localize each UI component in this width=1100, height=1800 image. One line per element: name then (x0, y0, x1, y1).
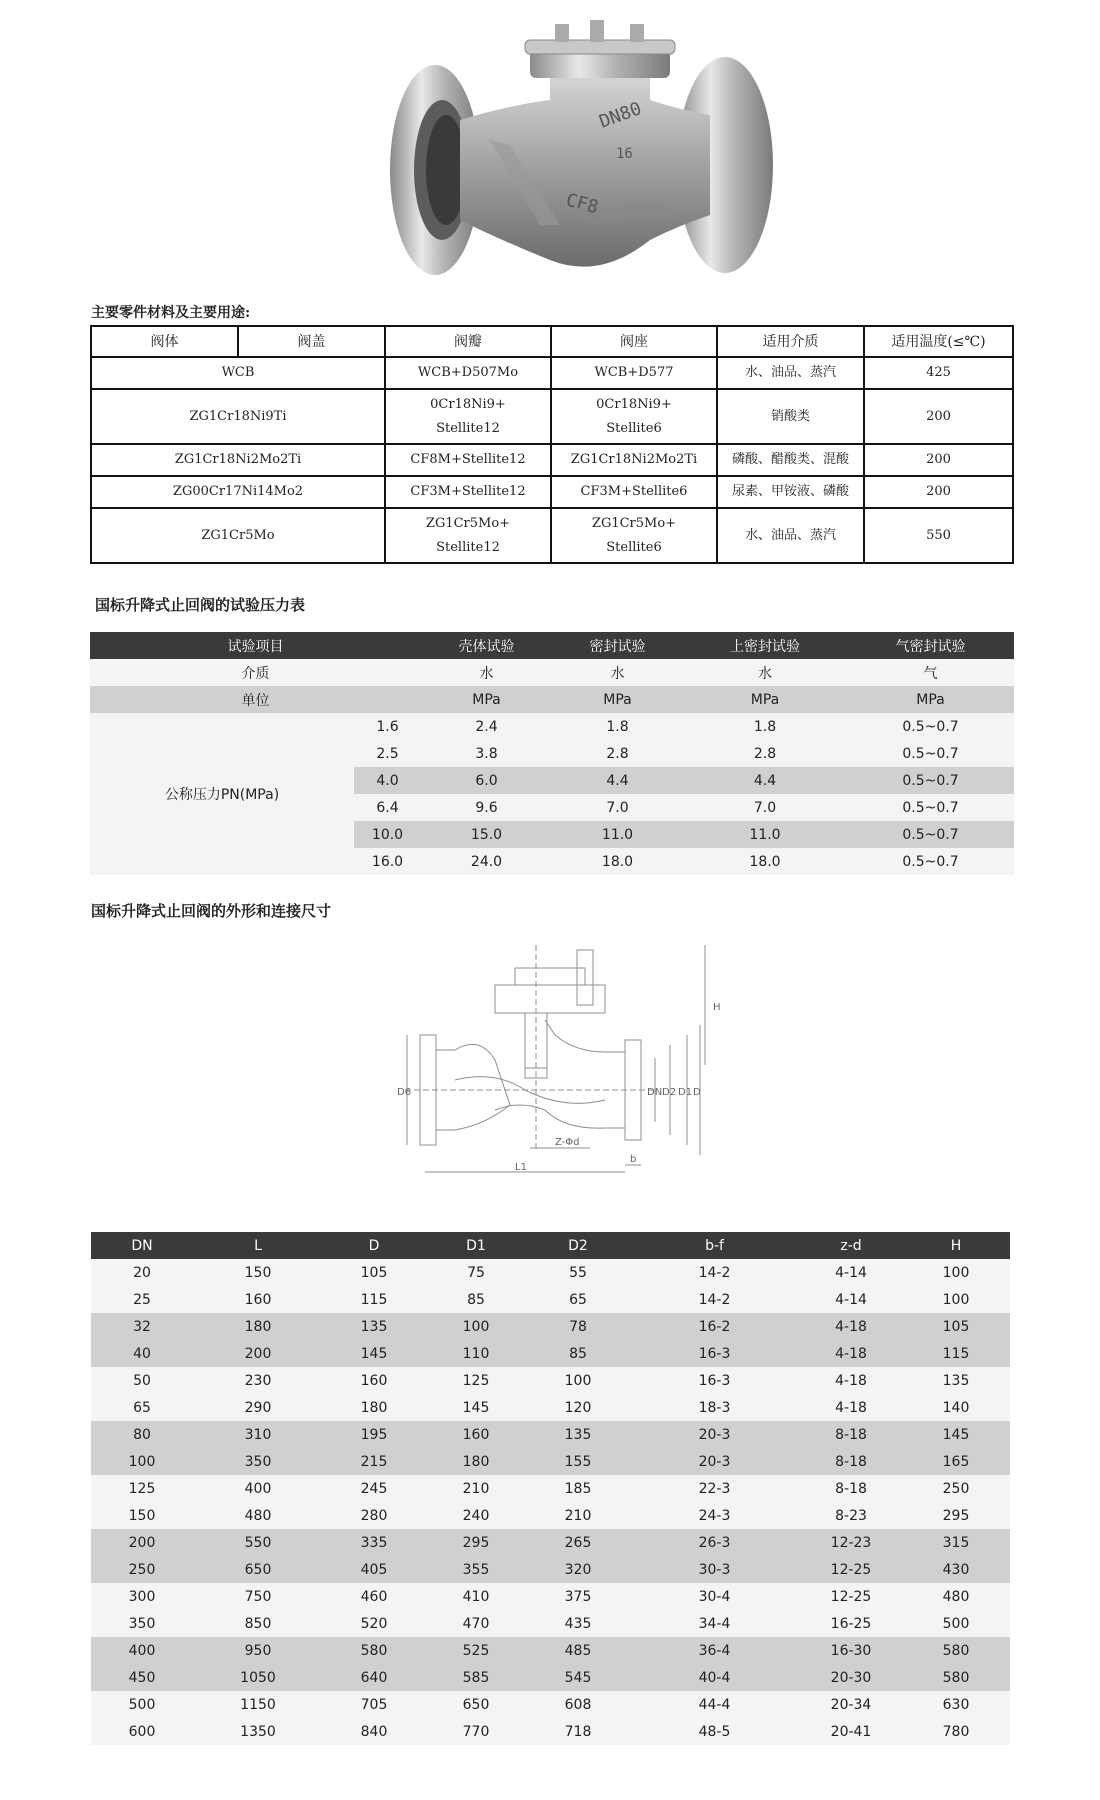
table-cell: 850 (193, 1610, 323, 1637)
table-cell: 195 (323, 1421, 425, 1448)
disc-material (385, 357, 551, 389)
temperature: 425 (864, 357, 1013, 389)
table-row (91, 1556, 1010, 1583)
table-cell: 1.8 (552, 713, 683, 740)
table-row (91, 1502, 1010, 1529)
table-cell: 718 (527, 1718, 629, 1745)
table-cell: 3.8 (421, 740, 552, 767)
disc-line: WCB+D507Mo (417, 365, 519, 380)
table-cell: 16-25 (800, 1610, 902, 1637)
table-cell: 2.5 (354, 740, 421, 767)
medium: 尿素、甲铵液、磷酸 (717, 476, 864, 508)
header-cell: DN (91, 1232, 193, 1259)
table-cell: 16.0 (354, 848, 421, 875)
table-cell: 240 (425, 1502, 527, 1529)
table-row (91, 1313, 1010, 1340)
seat-line: WCB+D577 (594, 365, 674, 380)
table-cell: 100 (425, 1313, 527, 1340)
pressure-table-title: 国标升降式止回阀的试验压力表 (95, 596, 306, 614)
table-cell: 180 (425, 1448, 527, 1475)
disc-material (385, 389, 551, 444)
table-cell: 160 (425, 1421, 527, 1448)
table-cell: 480 (193, 1502, 323, 1529)
table-cell: 135 (527, 1421, 629, 1448)
table-cell: 44-4 (629, 1691, 800, 1718)
table-cell: 78 (527, 1313, 629, 1340)
table-cell: 770 (425, 1718, 527, 1745)
table-cell: 4.4 (552, 767, 683, 794)
header-cell: 气密封试验 (847, 632, 1014, 659)
temperature: 200 (864, 444, 1013, 476)
table-cell: 0.5~0.7 (847, 740, 1014, 767)
table-cell: 34-4 (629, 1610, 800, 1637)
table-cell: 0.5~0.7 (847, 821, 1014, 848)
header-cell: 阀盖 (238, 326, 385, 357)
table-cell: 16-30 (800, 1637, 902, 1664)
table-cell: 608 (527, 1691, 629, 1718)
medium-row (90, 659, 1014, 686)
table-cell: 4-18 (800, 1394, 902, 1421)
table-cell: 450 (91, 1664, 193, 1691)
table-cell: 165 (902, 1448, 1010, 1475)
seat-material (551, 357, 717, 389)
dim-label-h: H (713, 1002, 721, 1013)
seat-line: CF3M+Stellite6 (580, 484, 688, 499)
table-cell: 100 (91, 1448, 193, 1475)
table-cell: 265 (527, 1529, 629, 1556)
temperature: 200 (864, 476, 1013, 508)
materials-table (90, 325, 1014, 564)
table-cell: 2.8 (683, 740, 847, 767)
table-row (91, 1610, 1010, 1637)
body-material: ZG00Cr17Ni14Mo2 (91, 476, 385, 508)
table-cell: 750 (193, 1583, 323, 1610)
table-cell: 65 (91, 1394, 193, 1421)
table-cell: 460 (323, 1583, 425, 1610)
dim-label-zd: Z-Φd (555, 1137, 580, 1148)
table-cell: 100 (902, 1259, 1010, 1286)
dimensions-table-body (91, 1259, 1010, 1745)
table-cell: 435 (527, 1610, 629, 1637)
pn-label: 公称压力PN(MPa) (90, 713, 354, 875)
table-cell: 7.0 (683, 794, 847, 821)
table-cell: 16-3 (629, 1367, 800, 1394)
table-cell: 180 (193, 1313, 323, 1340)
table-cell: 600 (91, 1718, 193, 1745)
dimensions-table-title: 国标升降式止回阀的外形和连接尺寸 (91, 902, 332, 920)
table-cell: 185 (527, 1475, 629, 1502)
table-row (90, 713, 1014, 740)
table-cell: 250 (91, 1556, 193, 1583)
table-cell: 18.0 (683, 848, 847, 875)
table-cell: 355 (425, 1556, 527, 1583)
table-cell: 0.5~0.7 (847, 767, 1014, 794)
disc-material (385, 508, 551, 563)
table-cell: 245 (323, 1475, 425, 1502)
table-cell: 36-4 (629, 1637, 800, 1664)
table-cell: 32 (91, 1313, 193, 1340)
table-cell: MPa (683, 686, 847, 713)
table-cell: 40 (91, 1340, 193, 1367)
table-cell: 125 (425, 1367, 527, 1394)
table-cell: 580 (323, 1637, 425, 1664)
table-cell: 40-4 (629, 1664, 800, 1691)
table-cell: 1050 (193, 1664, 323, 1691)
table-cell: 115 (323, 1286, 425, 1313)
table-row (91, 476, 1013, 508)
table-cell: 22-3 (629, 1475, 800, 1502)
table-cell: 295 (425, 1529, 527, 1556)
table-cell: 11.0 (552, 821, 683, 848)
table-cell: 1.8 (683, 713, 847, 740)
header-cell: 上密封试验 (683, 632, 847, 659)
table-cell: 585 (425, 1664, 527, 1691)
table-cell: 85 (425, 1286, 527, 1313)
table-row (91, 1259, 1010, 1286)
table-cell: 气 (847, 659, 1014, 686)
table-cell: 12-23 (800, 1529, 902, 1556)
table-cell: 545 (527, 1664, 629, 1691)
table-cell: 25 (91, 1286, 193, 1313)
table-cell: 85 (527, 1340, 629, 1367)
seat-material (551, 476, 717, 508)
dim-label-l1: L1 (515, 1162, 527, 1173)
table-cell: 30-3 (629, 1556, 800, 1583)
table-cell: 840 (323, 1718, 425, 1745)
header-cell: 阀瓣 (385, 326, 551, 357)
table-cell: 210 (527, 1502, 629, 1529)
table-cell: 26-3 (629, 1529, 800, 1556)
table-cell: 485 (527, 1637, 629, 1664)
medium: 销酸类 (717, 389, 864, 444)
table-cell: 650 (425, 1691, 527, 1718)
table-row (91, 508, 1013, 563)
table-cell: 150 (91, 1502, 193, 1529)
dim-label-d1: D1 (678, 1087, 693, 1098)
seat-line: Stellite6 (606, 539, 662, 555)
table-cell: 315 (902, 1529, 1010, 1556)
table-cell: 65 (527, 1286, 629, 1313)
valve-technical-drawing (395, 940, 735, 1195)
disc-line: CF8M+Stellite12 (410, 452, 526, 467)
temperature: 550 (864, 508, 1013, 563)
table-cell: 0.5~0.7 (847, 848, 1014, 875)
table-cell: 1150 (193, 1691, 323, 1718)
table-cell: 20-34 (800, 1691, 902, 1718)
body-mark-material: CF8 (563, 189, 601, 219)
table-cell: 100 (902, 1286, 1010, 1313)
table-cell: 30-4 (629, 1583, 800, 1610)
table-cell: 180 (323, 1394, 425, 1421)
table-cell: 6.4 (354, 794, 421, 821)
table-row (91, 1394, 1010, 1421)
table-cell: 525 (425, 1637, 527, 1664)
table-cell: 780 (902, 1718, 1010, 1745)
table-cell: 16-3 (629, 1340, 800, 1367)
table-cell: 400 (91, 1637, 193, 1664)
header-cell: 适用温度(≤℃) (864, 326, 1013, 357)
table-row (91, 1421, 1010, 1448)
table-cell: 水 (552, 659, 683, 686)
disc-line: ZG1Cr5Mo+ (425, 515, 511, 531)
table-cell: 280 (323, 1502, 425, 1529)
table-cell: 150 (193, 1259, 323, 1286)
table-cell: 8-23 (800, 1502, 902, 1529)
table-cell: 580 (902, 1637, 1010, 1664)
table-cell: 210 (425, 1475, 527, 1502)
table-cell: 580 (902, 1664, 1010, 1691)
table-cell: 630 (902, 1691, 1010, 1718)
table-cell: 520 (323, 1610, 425, 1637)
table-cell: 4-18 (800, 1313, 902, 1340)
dim-label-d2: D2 (662, 1087, 677, 1098)
table-cell: 8-18 (800, 1475, 902, 1502)
table-cell: 50 (91, 1367, 193, 1394)
table-cell: 14-2 (629, 1286, 800, 1313)
table-cell: MPa (847, 686, 1014, 713)
seat-line: Stellite6 (606, 420, 662, 436)
table-row (91, 1475, 1010, 1502)
body-material: ZG1Cr18Ni9Ti (91, 389, 385, 444)
header-cell: b-f (629, 1232, 800, 1259)
body-material: ZG1Cr5Mo (91, 508, 385, 563)
table-cell: 500 (902, 1610, 1010, 1637)
dimensions-header-row (91, 1232, 1010, 1259)
materials-header-row (91, 326, 1013, 357)
table-cell: 15.0 (421, 821, 552, 848)
dim-label-d6: D6 (397, 1087, 412, 1098)
table-cell: MPa (552, 686, 683, 713)
table-cell: 160 (193, 1286, 323, 1313)
table-cell: 145 (323, 1340, 425, 1367)
table-cell: 155 (527, 1448, 629, 1475)
table-cell: 110 (425, 1340, 527, 1367)
pressure-header-row (90, 632, 1014, 659)
table-cell: 10.0 (354, 821, 421, 848)
valve-product-photo (380, 10, 780, 300)
table-cell: 100 (527, 1367, 629, 1394)
dim-label-d: D (693, 1087, 701, 1098)
header-cell: D (323, 1232, 425, 1259)
table-row (91, 389, 1013, 444)
table-cell: 9.6 (421, 794, 552, 821)
table-cell: 0.5~0.7 (847, 713, 1014, 740)
table-cell: 480 (902, 1583, 1010, 1610)
table-cell: 24.0 (421, 848, 552, 875)
pressure-table (90, 632, 1014, 875)
table-cell: 140 (902, 1394, 1010, 1421)
table-cell: 120 (527, 1394, 629, 1421)
table-row (91, 1718, 1010, 1745)
header-cell: L (193, 1232, 323, 1259)
table-cell: MPa (421, 686, 552, 713)
table-cell: 160 (323, 1367, 425, 1394)
table-cell: 12-25 (800, 1583, 902, 1610)
table-cell: 470 (425, 1610, 527, 1637)
table-cell: 水 (421, 659, 552, 686)
table-cell: 200 (193, 1340, 323, 1367)
row-label: 介质 (90, 659, 421, 686)
header-cell: H (902, 1232, 1010, 1259)
table-row (91, 444, 1013, 476)
medium: 磷酸、醋酸类、混酸 (717, 444, 864, 476)
temperature: 200 (864, 389, 1013, 444)
header-cell: 阀座 (551, 326, 717, 357)
seat-material (551, 389, 717, 444)
table-row (91, 357, 1013, 389)
table-cell: 4-14 (800, 1286, 902, 1313)
table-cell: 7.0 (552, 794, 683, 821)
table-cell: 20 (91, 1259, 193, 1286)
table-cell: 335 (323, 1529, 425, 1556)
table-cell: 125 (91, 1475, 193, 1502)
table-cell: 350 (91, 1610, 193, 1637)
table-cell: 4-14 (800, 1259, 902, 1286)
seat-material (551, 508, 717, 563)
row-label: 单位 (90, 686, 421, 713)
header-cell: 适用介质 (717, 326, 864, 357)
disc-line: Stellite12 (436, 539, 500, 555)
disc-line: 0Cr18Ni9+ (430, 396, 506, 412)
body-mark-pn: 16 (616, 146, 633, 162)
table-row (91, 1691, 1010, 1718)
table-cell: 8-18 (800, 1421, 902, 1448)
table-cell: 0.5~0.7 (847, 794, 1014, 821)
table-row (91, 1367, 1010, 1394)
table-cell: 4-18 (800, 1367, 902, 1394)
table-cell: 24-3 (629, 1502, 800, 1529)
table-cell: 2.8 (552, 740, 683, 767)
table-cell: 20-41 (800, 1718, 902, 1745)
table-row (91, 1340, 1010, 1367)
seat-material (551, 444, 717, 476)
table-cell: 300 (91, 1583, 193, 1610)
table-cell: 430 (902, 1556, 1010, 1583)
disc-material (385, 476, 551, 508)
table-cell: 295 (902, 1502, 1010, 1529)
table-cell: 320 (527, 1556, 629, 1583)
table-cell: 550 (193, 1529, 323, 1556)
table-cell: 950 (193, 1637, 323, 1664)
dim-label-b: b (630, 1154, 637, 1165)
table-row (91, 1637, 1010, 1664)
table-cell: 2.4 (421, 713, 552, 740)
table-cell: 6.0 (421, 767, 552, 794)
table-cell: 705 (323, 1691, 425, 1718)
table-cell: 650 (193, 1556, 323, 1583)
unit-row (90, 686, 1014, 713)
table-cell: 18-3 (629, 1394, 800, 1421)
table-cell: 20-3 (629, 1421, 800, 1448)
table-cell: 20-3 (629, 1448, 800, 1475)
header-cell: 试验项目 (90, 632, 421, 659)
table-cell: 20-30 (800, 1664, 902, 1691)
table-cell: 405 (323, 1556, 425, 1583)
table-cell: 400 (193, 1475, 323, 1502)
body-mark-dn: DN80 (596, 98, 645, 133)
table-cell: 4-18 (800, 1340, 902, 1367)
table-cell: 48-5 (629, 1718, 800, 1745)
dim-label-dn: DN (647, 1087, 663, 1098)
table-cell: 105 (902, 1313, 1010, 1340)
header-cell: D1 (425, 1232, 527, 1259)
body-material: ZG1Cr18Ni2Mo2Ti (91, 444, 385, 476)
table-cell: 135 (902, 1367, 1010, 1394)
header-cell: 壳体试验 (421, 632, 552, 659)
table-cell: 375 (527, 1583, 629, 1610)
table-cell: 290 (193, 1394, 323, 1421)
table-cell: 310 (193, 1421, 323, 1448)
table-cell: 500 (91, 1691, 193, 1718)
table-row (91, 1529, 1010, 1556)
header-cell: 阀体 (91, 326, 238, 357)
table-cell: 230 (193, 1367, 323, 1394)
table-cell: 14-2 (629, 1259, 800, 1286)
table-cell: 16-2 (629, 1313, 800, 1340)
table-cell: 1.6 (354, 713, 421, 740)
seat-line: 0Cr18Ni9+ (596, 396, 672, 412)
table-cell: 4.0 (354, 767, 421, 794)
table-cell: 350 (193, 1448, 323, 1475)
medium: 水、油品、蒸汽 (717, 357, 864, 389)
table-row (91, 1664, 1010, 1691)
table-cell: 75 (425, 1259, 527, 1286)
table-cell: 410 (425, 1583, 527, 1610)
table-cell: 215 (323, 1448, 425, 1475)
body-material: WCB (91, 357, 385, 389)
table-row (91, 1286, 1010, 1313)
table-cell: 80 (91, 1421, 193, 1448)
table-cell: 640 (323, 1664, 425, 1691)
disc-material (385, 444, 551, 476)
table-cell: 12-25 (800, 1556, 902, 1583)
table-row (91, 1448, 1010, 1475)
table-cell: 11.0 (683, 821, 847, 848)
table-row (91, 1583, 1010, 1610)
table-cell: 135 (323, 1313, 425, 1340)
disc-line: CF3M+Stellite12 (410, 484, 526, 499)
header-cell: z-d (800, 1232, 902, 1259)
table-cell: 105 (323, 1259, 425, 1286)
table-cell: 水 (683, 659, 847, 686)
seat-line: ZG1Cr5Mo+ (591, 515, 677, 531)
table-cell: 1350 (193, 1718, 323, 1745)
table-cell: 250 (902, 1475, 1010, 1502)
table-cell: 200 (91, 1529, 193, 1556)
table-cell: 55 (527, 1259, 629, 1286)
medium: 水、油品、蒸汽 (717, 508, 864, 563)
header-cell: D2 (527, 1232, 629, 1259)
disc-line: Stellite12 (436, 420, 500, 436)
header-cell: 密封试验 (552, 632, 683, 659)
dimensions-table (91, 1232, 1010, 1745)
table-cell: 4.4 (683, 767, 847, 794)
table-cell: 18.0 (552, 848, 683, 875)
seat-line: ZG1Cr18Ni2Mo2Ti (570, 452, 698, 467)
table-cell: 115 (902, 1340, 1010, 1367)
table-cell: 145 (902, 1421, 1010, 1448)
materials-caption: 主要零件材料及主要用途: (91, 305, 251, 321)
table-cell: 145 (425, 1394, 527, 1421)
table-cell: 8-18 (800, 1448, 902, 1475)
